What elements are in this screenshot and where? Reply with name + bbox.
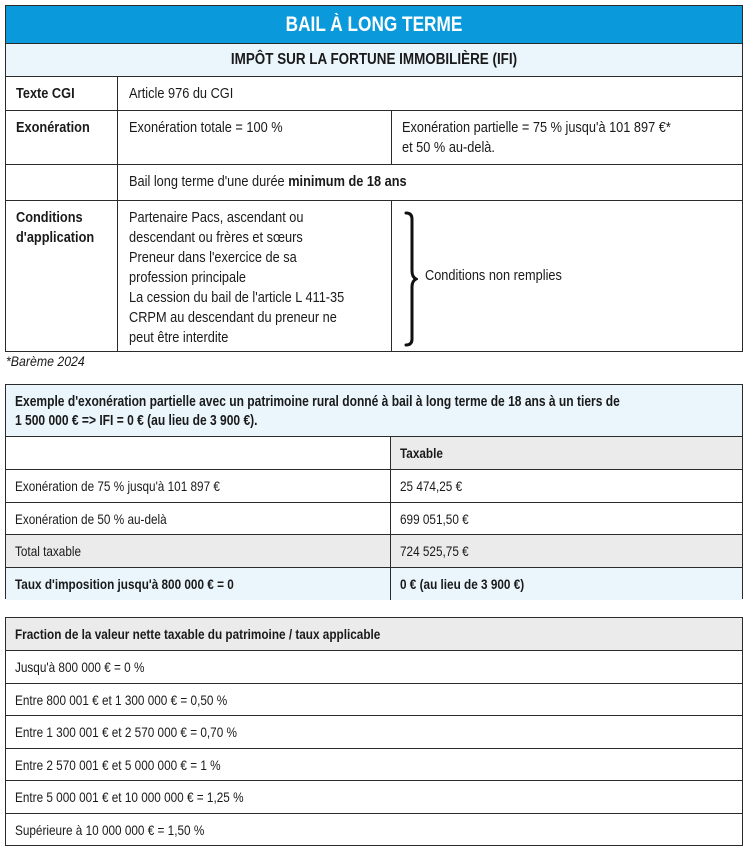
rate-cell <box>6 814 742 846</box>
rates-header-cell <box>6 618 742 651</box>
table-row <box>6 502 742 535</box>
label-cell <box>6 77 117 110</box>
empty-label-cell <box>6 165 117 200</box>
rate-row <box>6 715 742 748</box>
conditions-label-line2: d'application <box>16 230 95 246</box>
texte-cgi-value: Article 976 du CGI <box>129 86 234 102</box>
rates-table <box>5 617 743 846</box>
totale-cell <box>117 111 391 164</box>
example-header <box>6 385 742 436</box>
condition-line: CRPM au descendant du preneur ne <box>129 310 337 326</box>
taxable-header-cell <box>390 437 742 469</box>
exoneration-label: Exonération <box>16 120 90 136</box>
example-table <box>5 384 743 599</box>
condition-line: peut être interdite <box>129 330 229 346</box>
condition-line: La cession du bail de l'article L 411-35 <box>129 290 345 306</box>
exoneration-partielle-line1: Exonération partielle = 75 % jusqu'à 101 897 €* <box>402 120 671 136</box>
row-label-cell <box>6 503 390 535</box>
exoneration-totale: Exonération totale = 100 % <box>129 120 283 136</box>
row-label: Taux d'imposition jusqu'à 800 000 € = 0 <box>15 576 234 592</box>
rate-text: Entre 2 570 001 € et 5 000 000 € = 1 % <box>15 756 221 773</box>
exoneration-partielle-line2: et 50 % au-delà. <box>402 140 495 156</box>
example-column-header-row <box>6 436 742 469</box>
empty-header-cell <box>6 437 390 469</box>
row-conditions <box>6 200 742 351</box>
row-label-cell <box>6 470 390 502</box>
table-row <box>6 469 742 502</box>
row-texte-cgi <box>6 76 742 110</box>
rate-cell <box>6 716 742 748</box>
table-row-result <box>6 567 742 600</box>
ifi-main-table <box>5 5 743 352</box>
conditions-label-line1: Conditions <box>16 210 83 226</box>
condition-line: Partenaire Pacs, ascendant ou <box>129 210 304 226</box>
bail-cell <box>117 165 742 200</box>
label-cell <box>6 201 117 351</box>
rate-text: Entre 5 000 001 € et 10 000 000 € = 1,25 % <box>15 789 244 805</box>
row-bail <box>6 164 742 200</box>
conditions-result: Conditions non remplies <box>425 268 562 284</box>
partielle-cell <box>391 111 742 164</box>
rates-header-row <box>6 618 742 651</box>
row-label: Exonération de 50 % au-delà <box>15 511 167 527</box>
condition-line: profession principale <box>129 270 247 286</box>
right-curly-brace-icon <box>404 211 418 347</box>
rate-row <box>6 780 742 813</box>
row-label-cell <box>6 568 390 600</box>
condition-line: descendant ou frères et sœurs <box>129 230 303 246</box>
row-label: Total taxable <box>15 543 82 559</box>
subtitle-band <box>6 43 742 76</box>
texte-cgi-label: Texte CGI <box>16 86 75 102</box>
example-header-line2: 1 500 000 € => IFI = 0 € (au lieu de 3 900 €). <box>15 413 258 429</box>
row-value-cell <box>390 503 742 535</box>
rate-row <box>6 683 742 716</box>
row-value-cell <box>390 568 742 600</box>
condition-line: Preneur dans l'exercice de sa <box>129 250 297 266</box>
row-value: 724 525,75 € <box>400 543 469 559</box>
table-row-total <box>6 534 742 567</box>
rate-cell <box>6 684 742 716</box>
rates-header: Fraction de la valeur nette taxable du patrimoine / taux applicable <box>15 626 381 642</box>
row-value: 0 € (au lieu de 3 900 €) <box>400 576 525 592</box>
rate-row <box>6 748 742 781</box>
rate-text: Supérieure à 10 000 000 € = 1,50 % <box>15 821 205 838</box>
bail-text-bold: minimum de 18 ans <box>288 174 407 190</box>
rate-cell <box>6 749 742 781</box>
footnote: *Barème 2024 <box>6 353 85 369</box>
rate-row <box>6 650 742 683</box>
row-value-cell <box>390 535 742 567</box>
value-cell <box>117 77 742 110</box>
row-label: Exonération de 75 % jusqu'à 101 897 € <box>15 478 220 494</box>
row-exoneration <box>6 110 742 164</box>
rate-cell <box>6 651 742 683</box>
main-title: BAIL À LONG TERME <box>285 13 463 36</box>
row-value: 25 474,25 € <box>400 478 463 494</box>
row-value-cell <box>390 470 742 502</box>
rate-row <box>6 813 742 846</box>
rate-text: Entre 1 300 001 € et 2 570 000 € = 0,70 % <box>15 724 237 740</box>
example-header-line1: Exemple d'exonération partielle avec un patrimoine rural donné à bail à long terme de 18 ans à un tiers de <box>15 394 620 410</box>
taxable-header: Taxable <box>400 445 443 461</box>
subtitle: IMPÔT SUR LA FORTUNE IMMOBILIÈRE (IFI) <box>230 51 518 68</box>
bail-text-normal: Bail long terme d'une durée <box>129 174 289 190</box>
bail-text <box>129 172 668 192</box>
row-value: 699 051,50 € <box>400 511 469 527</box>
title-band <box>6 6 742 43</box>
row-label-cell <box>6 535 390 567</box>
label-cell <box>6 111 117 164</box>
rate-cell <box>6 781 742 813</box>
conditions-result-cell <box>391 201 742 351</box>
rate-text: Jusqu'à 800 000 € = 0 % <box>15 659 145 675</box>
rate-text: Entre 800 001 € et 1 300 000 € = 0,50 % <box>15 691 228 708</box>
conditions-list-cell <box>117 201 391 351</box>
